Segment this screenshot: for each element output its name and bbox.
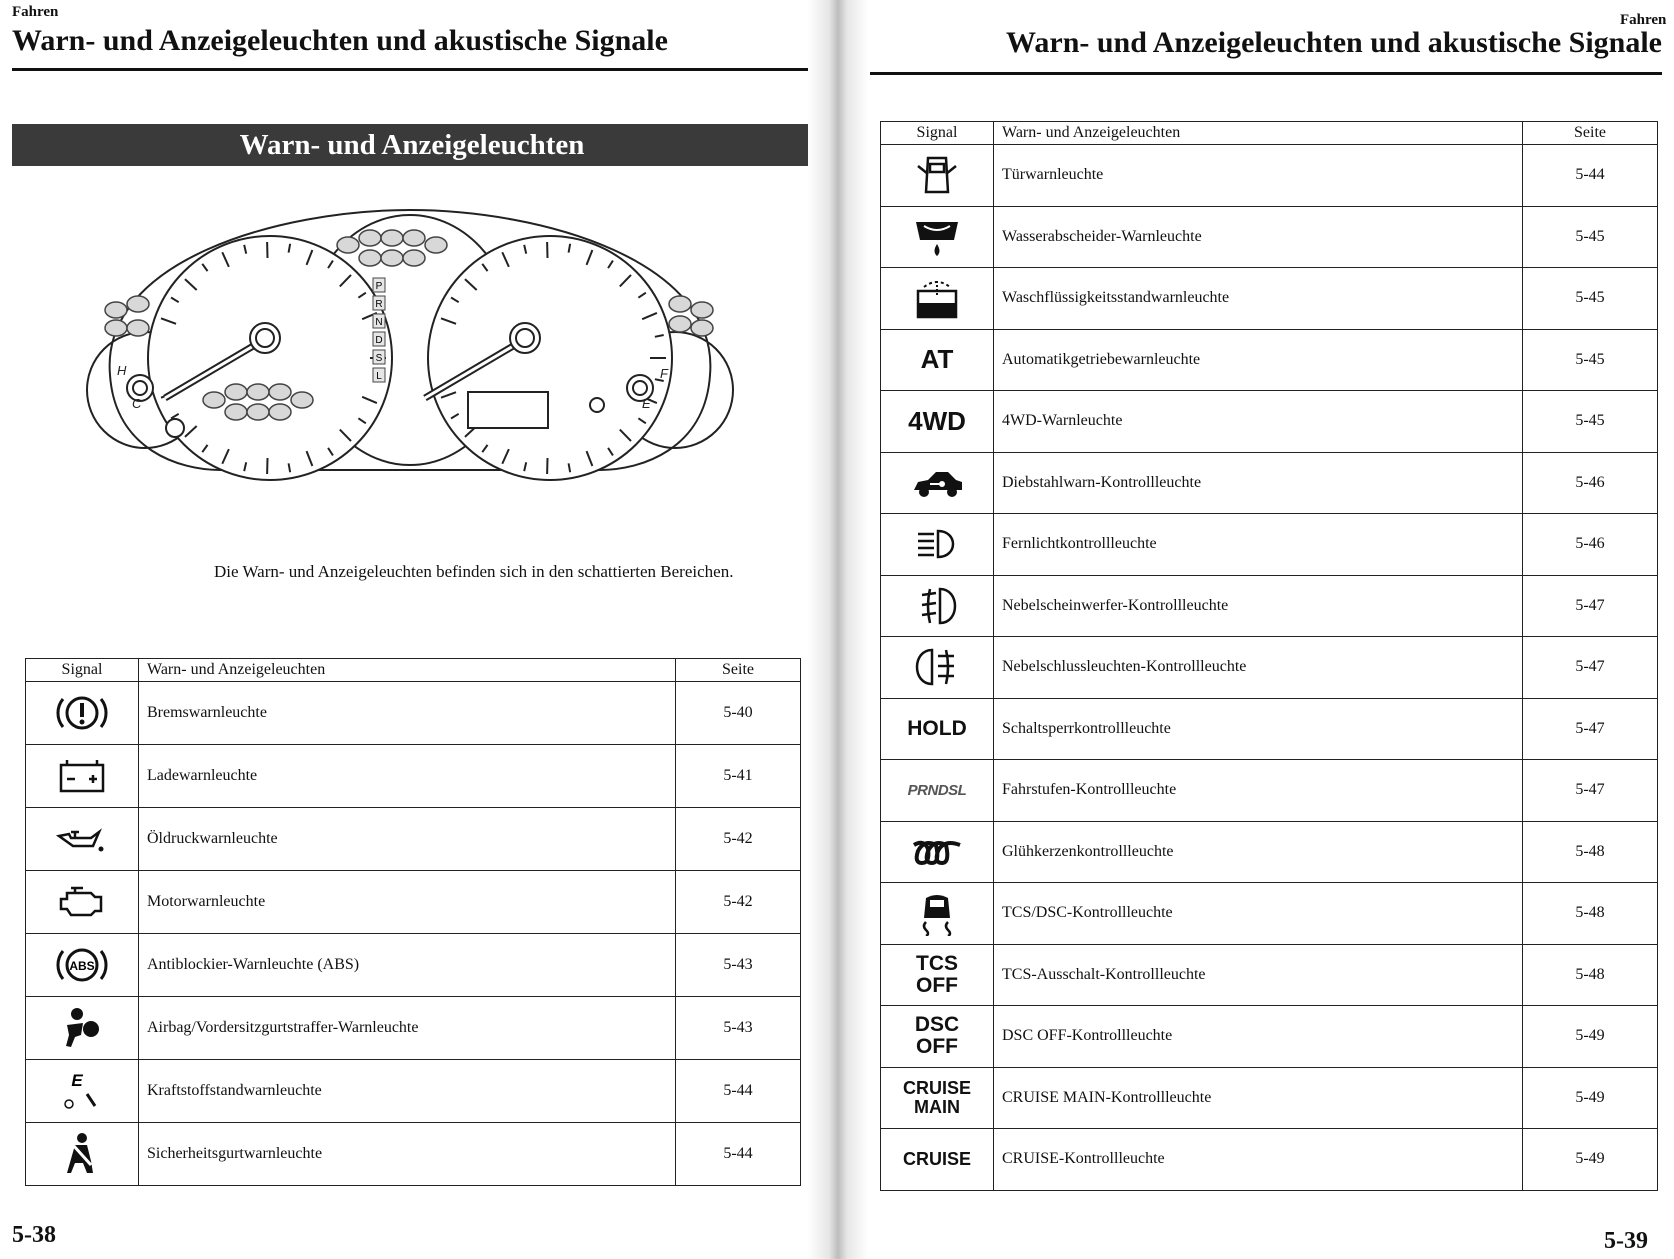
row-page: 5-47 [1523, 698, 1658, 760]
water-separator-icon [881, 206, 994, 268]
high-beam-icon [881, 514, 994, 576]
row-name: CRUISE-Kontrollleuchte [994, 1129, 1523, 1191]
row-page: 5-44 [1523, 145, 1658, 207]
row-page: 5-46 [1523, 452, 1658, 514]
title-rule [870, 72, 1662, 75]
page-number: 5-39 [1604, 1228, 1648, 1254]
table-row [881, 1067, 1658, 1129]
table-row [26, 745, 801, 808]
icon-line-2: OFF [916, 973, 958, 997]
table-row [881, 145, 1658, 207]
airbag-icon [26, 997, 139, 1060]
cruise-indicator-icon: CRUISE [881, 1129, 994, 1191]
section-label: Fahren [12, 4, 59, 20]
column-header-page: Seite [676, 659, 801, 682]
row-name: Wasserabscheider-Warnleuchte [994, 206, 1523, 268]
door-open-icon [881, 145, 994, 207]
row-name: Schaltsperrkontrollleuchte [994, 698, 1523, 760]
table-row [881, 1129, 1658, 1191]
fuel-level-icon [26, 1060, 139, 1123]
row-page: 5-48 [1523, 883, 1658, 945]
row-page: 5-45 [1523, 206, 1658, 268]
instrument-cluster-diagram [80, 200, 740, 490]
warning-light-table-left [25, 658, 801, 1186]
oil-pressure-icon [26, 808, 139, 871]
temp-hot-label: H [117, 363, 127, 378]
engine-icon [26, 871, 139, 934]
table-row [881, 944, 1658, 1006]
row-name: DSC OFF-Kontrollleuchte [994, 1006, 1523, 1068]
prndsl-indicator-icon: PRNDSL [881, 760, 994, 822]
row-name: Fernlichtkontrollleuchte [994, 514, 1523, 576]
icon-line-1: CRUISE [902, 1077, 971, 1098]
column-header-name: Warn- und Anzeigeleuchten [139, 659, 676, 682]
page-title: Warn- und Anzeigeleuchten und akustische Signale [12, 24, 668, 57]
page-title: Warn- und Anzeigeleuchten und akustische Signale [1006, 26, 1662, 59]
row-page: 5-46 [1523, 514, 1658, 576]
tcs-dsc-icon [881, 883, 994, 945]
row-page: 5-42 [676, 808, 801, 871]
table-row [26, 808, 801, 871]
icon-line-2: MAIN [914, 1096, 960, 1117]
table-row [26, 1060, 801, 1123]
row-name: 4WD-Warnleuchte [994, 391, 1523, 453]
warning-light-table-right [880, 121, 1658, 1191]
row-name: Nebelschlussleuchten-Kontrollleuchte [994, 637, 1523, 699]
row-name: Ladewarnleuchte [139, 745, 676, 808]
fuel-full-label: F [660, 366, 668, 381]
row-page: 5-48 [1523, 944, 1658, 1006]
cluster-caption: Die Warn- und Anzeigeleuchten befinden sich in den schattierten Bereichen. [214, 562, 734, 581]
row-name: Sicherheitsgurtwarnleuchte [139, 1123, 676, 1186]
gear-indicator-letter: P [375, 281, 383, 292]
battery-icon [26, 745, 139, 808]
title-rule [12, 68, 810, 71]
column-header-page: Seite [1523, 122, 1658, 145]
brake-warning-icon [26, 682, 139, 745]
gear-indicator-letter: S [375, 353, 383, 364]
washer-fluid-icon [881, 268, 994, 330]
security-car-key-icon [881, 452, 994, 514]
cruise-main-indicator-icon [881, 1067, 994, 1129]
table-row [881, 698, 1658, 760]
table-row [881, 821, 1658, 883]
row-name: Türwarnleuchte [994, 145, 1523, 207]
row-name: Waschflüssigkeitsstandwarnleuchte [994, 268, 1523, 330]
column-header-signal: Signal [26, 659, 139, 682]
table-row [881, 391, 1658, 453]
row-name: Automatikgetriebewarnleuchte [994, 329, 1523, 391]
icon-line-2: OFF [916, 1035, 958, 1059]
row-name: Öldruckwarnleuchte [139, 808, 676, 871]
page-number: 5-38 [12, 1222, 56, 1248]
dsc-off-indicator-icon [881, 1006, 994, 1068]
row-page: 5-47 [1523, 637, 1658, 699]
table-row [881, 1006, 1658, 1068]
table-row [26, 934, 801, 997]
row-page: 5-45 [1523, 268, 1658, 330]
abs-icon [26, 934, 139, 997]
temp-cold-label: C [132, 396, 142, 411]
table-row [26, 997, 801, 1060]
table-row [26, 1123, 801, 1186]
table-row [26, 682, 801, 745]
row-page: 5-48 [1523, 821, 1658, 883]
rear-fog-icon [881, 637, 994, 699]
column-header-signal: Signal [881, 122, 994, 145]
table-row [881, 637, 1658, 699]
row-name: Kraftstoffstandwarnleuchte [139, 1060, 676, 1123]
fuel-empty-label: E [642, 396, 651, 411]
row-page: 5-43 [676, 934, 801, 997]
gear-indicator-letter: D [375, 335, 383, 346]
row-page: 5-49 [1523, 1129, 1658, 1191]
row-page: 5-49 [1523, 1006, 1658, 1068]
table-row [881, 575, 1658, 637]
row-page: 5-47 [1523, 760, 1658, 822]
abs-icon-label: ABS [69, 959, 95, 973]
table-row [881, 883, 1658, 945]
icon-line-1: TCS [916, 951, 958, 975]
row-page: 5-45 [1523, 391, 1658, 453]
table-row [881, 268, 1658, 330]
row-name: Glühkerzenkontrollleuchte [994, 821, 1523, 883]
row-page: 5-44 [676, 1060, 801, 1123]
right-page [832, 0, 1674, 1259]
front-fog-icon [881, 575, 994, 637]
table-row [881, 514, 1658, 576]
4wd-indicator-icon: 4WD [881, 391, 994, 453]
row-name: Motorwarnleuchte [139, 871, 676, 934]
table-row [26, 871, 801, 934]
row-page: 5-44 [676, 1123, 801, 1186]
row-name: Fahrstufen-Kontrollleuchte [994, 760, 1523, 822]
table-row [881, 760, 1658, 822]
row-page: 5-43 [676, 997, 801, 1060]
section-banner: Warn- und Anzeigeleuchten [12, 124, 812, 166]
section-label: Fahren [1620, 12, 1667, 28]
tcs-off-indicator-icon [881, 944, 994, 1006]
seatbelt-icon [26, 1123, 139, 1186]
table-row [881, 329, 1658, 391]
row-page: 5-47 [1523, 575, 1658, 637]
row-name: Diebstahlwarn-Kontrollleuchte [994, 452, 1523, 514]
gear-indicator-letter: N [375, 317, 383, 328]
hold-indicator-icon: HOLD [881, 698, 994, 760]
row-page: 5-41 [676, 745, 801, 808]
row-name: Nebelscheinwerfer-Kontrollleuchte [994, 575, 1523, 637]
glow-plug-icon [881, 821, 994, 883]
table-row [881, 206, 1658, 268]
row-name: CRUISE MAIN-Kontrollleuchte [994, 1067, 1523, 1129]
gear-indicator-letter: R [375, 299, 383, 310]
row-page: 5-45 [1523, 329, 1658, 391]
table-row [881, 452, 1658, 514]
icon-line-1: DSC [914, 1013, 960, 1037]
row-name: Airbag/Vordersitzgurtstraffer-Warnleuchte [139, 997, 676, 1060]
row-name: Bremswarnleuchte [139, 682, 676, 745]
at-indicator-icon: AT [881, 329, 994, 391]
row-page: 5-42 [676, 871, 801, 934]
row-page: 5-49 [1523, 1067, 1658, 1129]
gear-indicator-letter: L [376, 371, 382, 382]
row-name: Antiblockier-Warnleuchte (ABS) [139, 934, 676, 997]
column-header-name: Warn- und Anzeigeleuchten [994, 122, 1523, 145]
row-page: 5-40 [676, 682, 801, 745]
row-name: TCS/DSC-Kontrollleuchte [994, 883, 1523, 945]
fuel-level-icon-label: E [71, 1071, 83, 1090]
row-name: TCS-Ausschalt-Kontrollleuchte [994, 944, 1523, 1006]
left-page [0, 0, 830, 1259]
